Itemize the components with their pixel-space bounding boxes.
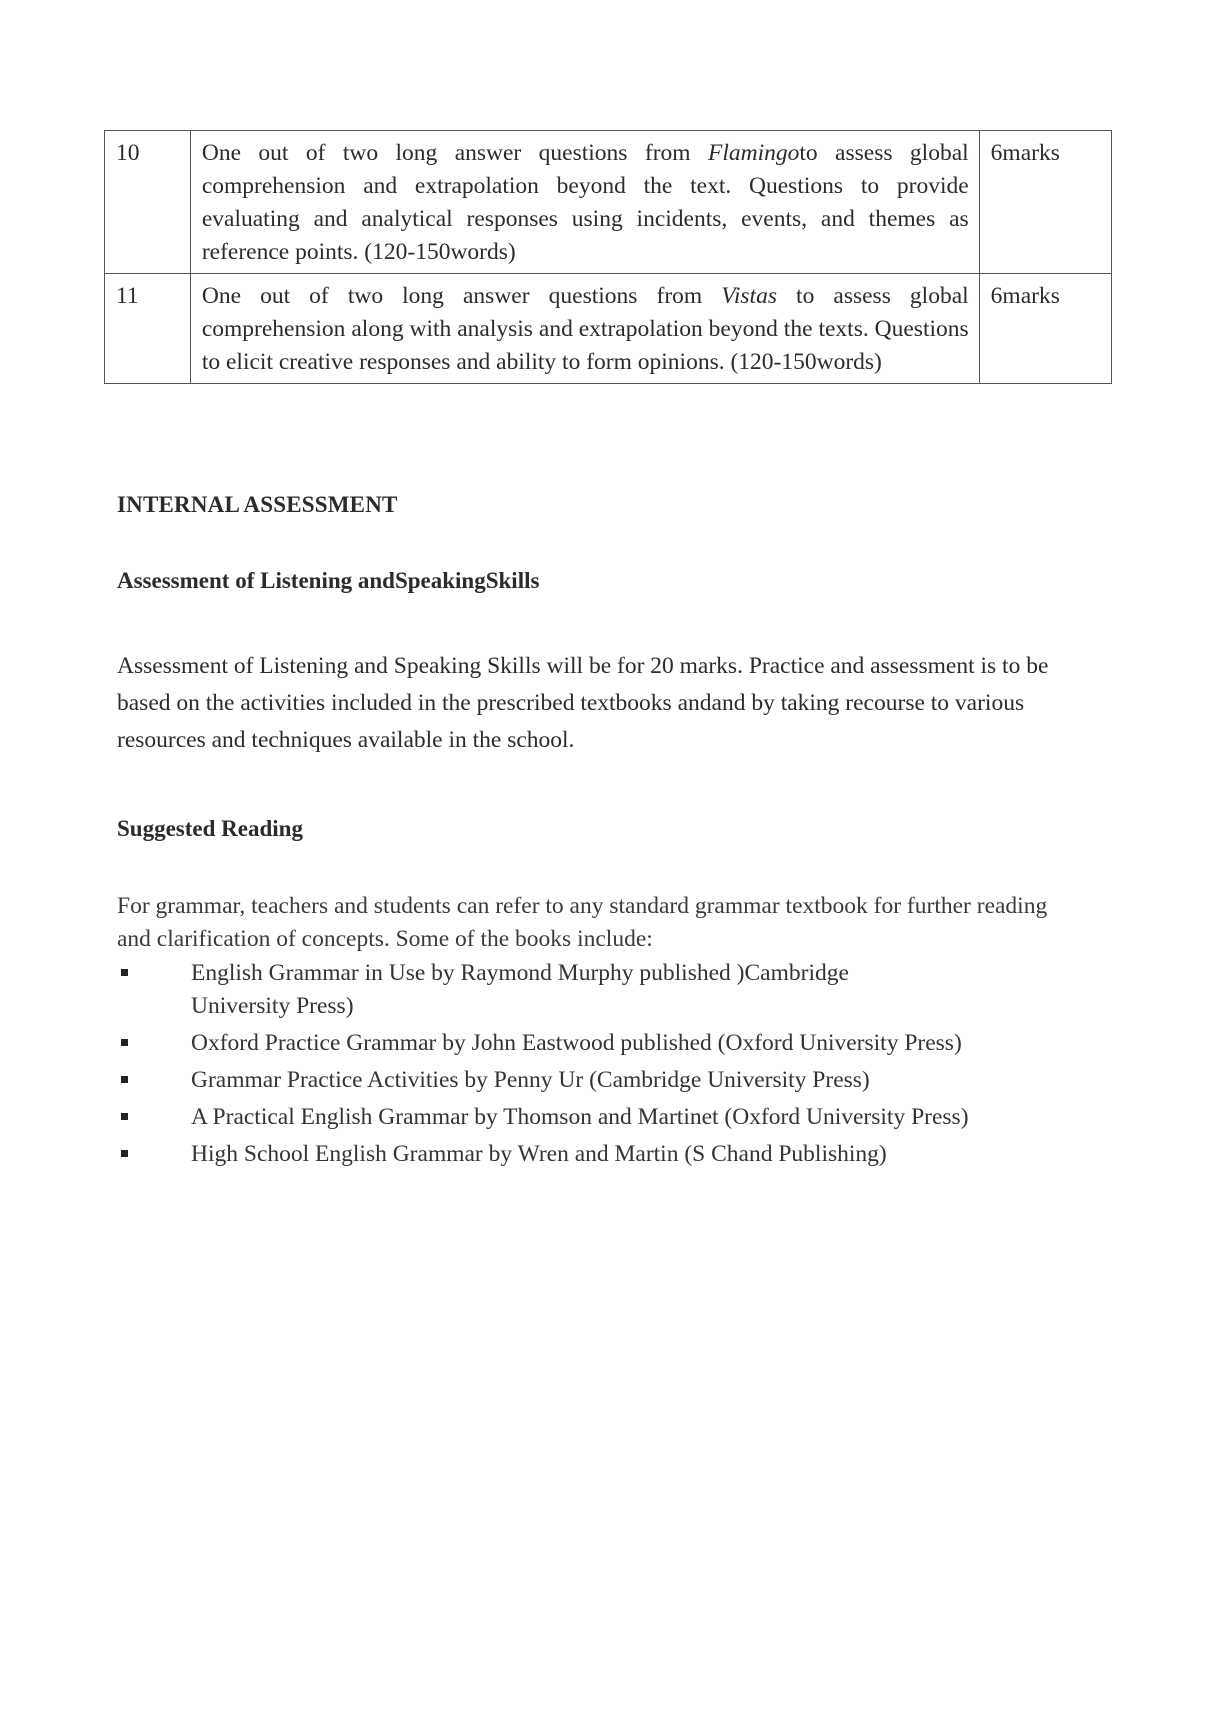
bullet-icon: [121, 969, 128, 976]
list-item: [117, 1101, 1077, 1134]
question-text-end: to assess global comprehension along with analysis and extrapolation beyond the texts. Questions to elicit creative responses and ability to form opinions. (120-150words): [201, 283, 969, 375]
list-item: [117, 1138, 1077, 1171]
question-text-start: One out of two long answer questions from: [201, 283, 722, 309]
table-row: [105, 131, 1112, 274]
table-row: [105, 274, 1112, 384]
internal-assessment-heading: INTERNAL ASSESSMENT: [117, 492, 398, 517]
book-entry: Oxford Practice Grammar by John Eastwood published (Oxford University Press): [191, 1030, 962, 1056]
question-number: 10: [105, 131, 191, 274]
assessment-paragraph: Assessment of Listening and Speaking Skills will be for 20 marks. Practice and assessment is to be based on the activities included in the prescribed textbooks andand by taking recourse to various resources and techniques available in the school.: [117, 653, 1049, 753]
bullet-icon: [121, 1113, 128, 1120]
suggested-reading-heading: Suggested Reading: [117, 816, 303, 841]
book-entry: High School English Grammar by Wren and Martin (S Chand Publishing): [191, 1141, 887, 1167]
question-table: [104, 130, 1112, 384]
question-description: [190, 131, 979, 274]
question-number: 11: [105, 274, 191, 384]
list-item: [117, 1064, 1077, 1097]
book-title: Vistas: [721, 283, 777, 309]
suggested-reading-intro: For grammar, teachers and students can refer to any standard grammar textbook for further reading and clarification of concepts. Some of the books include:: [117, 893, 1048, 952]
question-text-end: to assess global comprehension and extrapolation beyond the text. Questions to provide evaluating and analytical responses using incidents, events, and themes as reference points. (120-150words): [201, 140, 969, 265]
book-title: Flamingo: [707, 140, 800, 166]
book-entry: Grammar Practice Activities by Penny Ur (Cambridge University Press): [191, 1067, 870, 1093]
question-text-start: One out of two long answer questions from: [201, 140, 708, 166]
bullet-icon: [121, 1076, 128, 1083]
question-marks: 6marks: [979, 274, 1111, 384]
list-item: [117, 1027, 1077, 1060]
book-list: [117, 957, 1077, 1175]
book-entry: A Practical English Grammar by Thomson and Martinet (Oxford University Press): [191, 1104, 969, 1130]
book-entry: English Grammar in Use by Raymond Murphy published )Cambridge University Press): [191, 960, 849, 1019]
listening-speaking-subheading: Assessment of Listening andSpeakingSkills: [117, 568, 540, 593]
list-item: [117, 957, 951, 1023]
question-marks: 6marks: [979, 131, 1111, 274]
bullet-icon: [121, 1039, 128, 1046]
question-description: [190, 274, 979, 384]
bullet-icon: [121, 1150, 128, 1157]
